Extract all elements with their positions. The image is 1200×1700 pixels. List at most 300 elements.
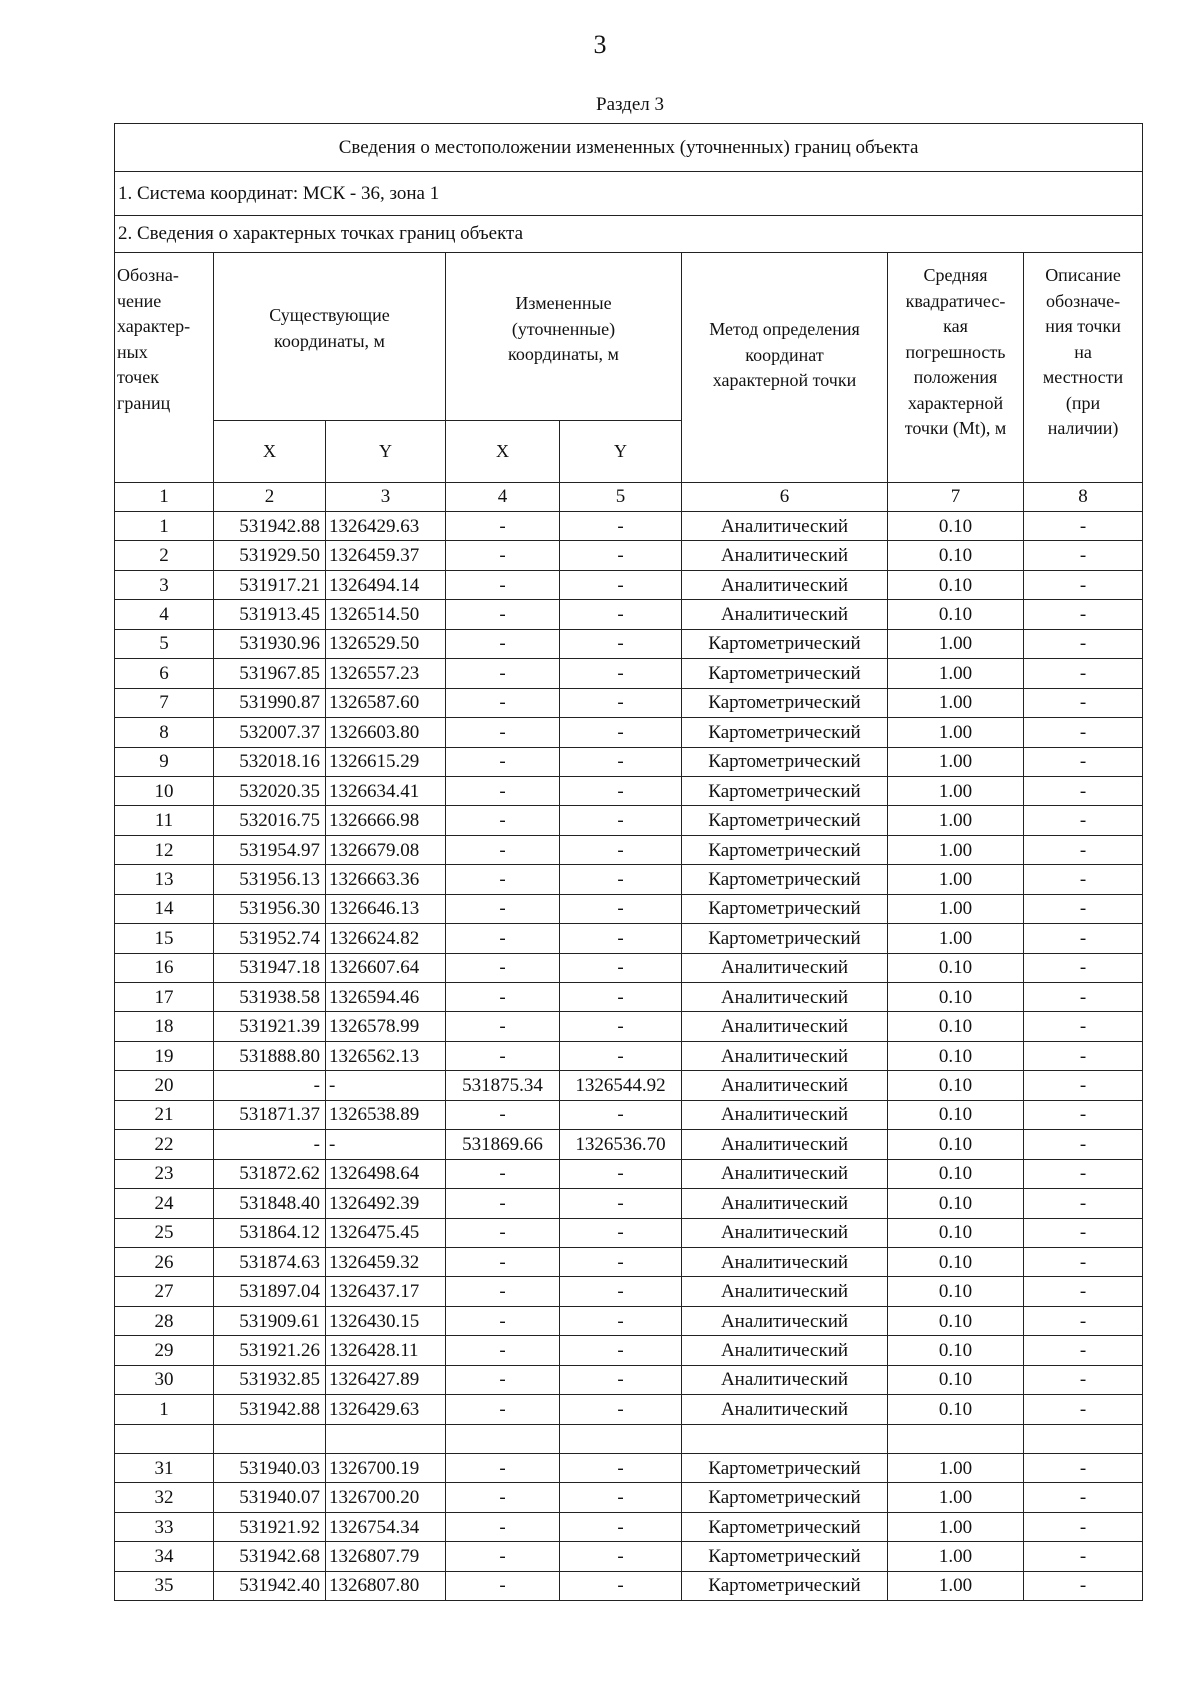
table-row <box>115 806 1143 835</box>
existing-x-cell: 531864.12 <box>214 1218 326 1247</box>
existing-y-cell: 1326754.34 <box>326 1512 446 1541</box>
existing-x-cell: 531930.96 <box>214 629 326 658</box>
changed-x-cell: - <box>446 1159 560 1188</box>
method-cell: Аналитический <box>682 1012 888 1041</box>
table-row <box>115 718 1143 747</box>
changed-y-cell: - <box>560 1247 682 1276</box>
description-cell: - <box>1024 1189 1143 1218</box>
point-id-cell: 8 <box>115 718 214 747</box>
method-cell: Картометрический <box>682 1571 888 1600</box>
existing-x-cell: 532020.35 <box>214 776 326 805</box>
description-cell: - <box>1024 1512 1143 1541</box>
existing-x-cell: 531921.92 <box>214 1512 326 1541</box>
method-cell: Аналитический <box>682 570 888 599</box>
point-id-cell: 20 <box>115 1071 214 1100</box>
existing-y-cell: 1326427.89 <box>326 1365 446 1394</box>
changed-y-cell: - <box>560 1483 682 1512</box>
mean-error-cell: 0.10 <box>888 1130 1024 1159</box>
empty-separator-row <box>115 1424 1143 1453</box>
changed-x-cell: - <box>446 924 560 953</box>
method-cell: Картометрический <box>682 1454 888 1483</box>
point-id-cell: 12 <box>115 835 214 864</box>
changed-y-cell: - <box>560 688 682 717</box>
point-id-cell: 13 <box>115 865 214 894</box>
page-number: 3 <box>593 30 607 59</box>
changed-y-cell: - <box>560 541 682 570</box>
point-id-cell: 31 <box>115 1454 214 1483</box>
mean-error-cell: 0.10 <box>888 1041 1024 1070</box>
existing-x-cell: 531947.18 <box>214 953 326 982</box>
changed-x-cell: - <box>446 806 560 835</box>
changed-x-cell: - <box>446 1542 560 1571</box>
existing-y-cell: 1326663.36 <box>326 865 446 894</box>
existing-y-cell: 1326428.11 <box>326 1336 446 1365</box>
existing-x-cell: 531871.37 <box>214 1100 326 1129</box>
point-id-cell: 25 <box>115 1218 214 1247</box>
description-cell: - <box>1024 1159 1143 1188</box>
point-id-cell: 21 <box>115 1100 214 1129</box>
method-cell: Картометрический <box>682 1542 888 1571</box>
header-description: Описание обозначе- ния точки на местности (при наличии) <box>1024 253 1143 483</box>
changed-y-cell: - <box>560 1218 682 1247</box>
method-cell: Картометрический <box>682 894 888 923</box>
mean-error-cell: 0.10 <box>888 1306 1024 1335</box>
method-cell: Аналитический <box>682 1071 888 1100</box>
table-row <box>115 983 1143 1012</box>
point-id-cell: 30 <box>115 1365 214 1394</box>
table-row <box>115 1100 1143 1129</box>
header-changed-coordinates: Измененные (уточненные) координаты, м <box>446 253 682 421</box>
existing-y-cell: 1326666.98 <box>326 806 446 835</box>
changed-y-cell: - <box>560 1041 682 1070</box>
changed-y-cell: - <box>560 600 682 629</box>
existing-x-cell: 531888.80 <box>214 1041 326 1070</box>
description-cell: - <box>1024 1306 1143 1335</box>
mean-error-cell: 0.10 <box>888 570 1024 599</box>
description-cell: - <box>1024 924 1143 953</box>
mean-error-cell: 0.10 <box>888 512 1024 541</box>
mean-error-cell: 1.00 <box>888 1454 1024 1483</box>
changed-x-cell: - <box>446 1012 560 1041</box>
description-cell: - <box>1024 600 1143 629</box>
description-cell: - <box>1024 1247 1143 1276</box>
point-id-cell: 17 <box>115 983 214 1012</box>
existing-x-cell: 531917.21 <box>214 570 326 599</box>
mean-error-cell: 0.10 <box>888 1159 1024 1188</box>
description-cell: - <box>1024 1071 1143 1100</box>
description-cell: - <box>1024 1454 1143 1483</box>
existing-x-cell: 531874.63 <box>214 1247 326 1276</box>
column-number: 7 <box>888 483 1024 512</box>
description-cell: - <box>1024 953 1143 982</box>
description-cell: - <box>1024 1365 1143 1394</box>
changed-x-cell: - <box>446 776 560 805</box>
point-id-cell: 2 <box>115 541 214 570</box>
changed-y-cell: - <box>560 747 682 776</box>
header-method: Метод определения координат характерной точки <box>682 253 888 483</box>
mean-error-cell: 0.10 <box>888 600 1024 629</box>
mean-error-cell: 0.10 <box>888 1100 1024 1129</box>
column-number: 8 <box>1024 483 1143 512</box>
changed-y-cell: 1326544.92 <box>560 1071 682 1100</box>
existing-y-cell: 1326492.39 <box>326 1189 446 1218</box>
changed-x-cell: - <box>446 688 560 717</box>
point-id-cell: 23 <box>115 1159 214 1188</box>
table-row <box>115 747 1143 776</box>
column-number: 1 <box>115 483 214 512</box>
table-row <box>115 1512 1143 1541</box>
existing-x-cell: 531913.45 <box>214 600 326 629</box>
changed-y-cell: - <box>560 1306 682 1335</box>
mean-error-cell: 1.00 <box>888 718 1024 747</box>
existing-x-cell: - <box>214 1130 326 1159</box>
table-row <box>115 1012 1143 1041</box>
description-cell: - <box>1024 718 1143 747</box>
section-title: Раздел 3 <box>596 94 664 115</box>
changed-y-cell: - <box>560 629 682 658</box>
changed-x-cell: - <box>446 1247 560 1276</box>
existing-x-cell: 531848.40 <box>214 1189 326 1218</box>
point-id-cell: 16 <box>115 953 214 982</box>
existing-x-cell: 532018.16 <box>214 747 326 776</box>
empty-cell <box>326 1424 446 1453</box>
existing-x-cell: 531897.04 <box>214 1277 326 1306</box>
table-row <box>115 924 1143 953</box>
table-row <box>115 865 1143 894</box>
changed-y-cell: - <box>560 1542 682 1571</box>
changed-y-cell: - <box>560 1189 682 1218</box>
method-cell: Картометрический <box>682 747 888 776</box>
method-cell: Картометрический <box>682 659 888 688</box>
table-row <box>115 1336 1143 1365</box>
mean-error-cell: 0.10 <box>888 541 1024 570</box>
table-row <box>115 541 1143 570</box>
existing-x-cell: 531921.39 <box>214 1012 326 1041</box>
description-cell: - <box>1024 776 1143 805</box>
existing-y-cell: 1326498.64 <box>326 1159 446 1188</box>
existing-x-cell: 531938.58 <box>214 983 326 1012</box>
existing-x-cell: 531942.68 <box>214 1542 326 1571</box>
mean-error-cell: 1.00 <box>888 1483 1024 1512</box>
mean-error-cell: 0.10 <box>888 1247 1024 1276</box>
table-row <box>115 1218 1143 1247</box>
empty-cell <box>1024 1424 1143 1453</box>
mean-error-cell: 0.10 <box>888 1277 1024 1306</box>
existing-y-cell: 1326603.80 <box>326 718 446 747</box>
point-id-cell: 22 <box>115 1130 214 1159</box>
boundary-points-table <box>114 123 1143 1601</box>
table-row <box>115 1571 1143 1600</box>
method-cell: Картометрический <box>682 688 888 717</box>
point-id-cell: 34 <box>115 1542 214 1571</box>
method-cell: Аналитический <box>682 953 888 982</box>
description-cell: - <box>1024 1041 1143 1070</box>
point-id-cell: 24 <box>115 1189 214 1218</box>
header-point-designation: Обозна- чение характер- ных точек границ <box>115 253 214 483</box>
point-id-cell: 9 <box>115 747 214 776</box>
method-cell: Картометрический <box>682 835 888 864</box>
changed-y-cell: - <box>560 1454 682 1483</box>
point-id-cell: 10 <box>115 776 214 805</box>
existing-y-cell: 1326459.32 <box>326 1247 446 1276</box>
mean-error-cell: 0.10 <box>888 1012 1024 1041</box>
changed-y-cell: - <box>560 718 682 747</box>
mean-error-cell: 1.00 <box>888 894 1024 923</box>
existing-y-cell: 1326494.14 <box>326 570 446 599</box>
point-id-cell: 19 <box>115 1041 214 1070</box>
mean-error-cell: 1.00 <box>888 924 1024 953</box>
description-cell: - <box>1024 894 1143 923</box>
existing-y-cell: 1326700.20 <box>326 1483 446 1512</box>
empty-cell <box>214 1424 326 1453</box>
table-row <box>115 894 1143 923</box>
header-existing-y: Y <box>326 421 446 483</box>
existing-y-cell: 1326437.17 <box>326 1277 446 1306</box>
method-cell: Аналитический <box>682 1218 888 1247</box>
existing-x-cell: 531952.74 <box>214 924 326 953</box>
column-number: 2 <box>214 483 326 512</box>
existing-x-cell: 531942.88 <box>214 512 326 541</box>
mean-error-cell: 1.00 <box>888 806 1024 835</box>
mean-error-cell: 0.10 <box>888 1395 1024 1424</box>
table-row <box>115 1306 1143 1335</box>
existing-y-cell: - <box>326 1130 446 1159</box>
existing-y-cell: 1326538.89 <box>326 1100 446 1129</box>
description-cell: - <box>1024 983 1143 1012</box>
description-cell: - <box>1024 835 1143 864</box>
point-id-cell: 35 <box>115 1571 214 1600</box>
mean-error-cell: 1.00 <box>888 1542 1024 1571</box>
header-existing-x: X <box>214 421 326 483</box>
point-id-cell: 11 <box>115 806 214 835</box>
method-cell: Аналитический <box>682 600 888 629</box>
changed-x-cell: - <box>446 835 560 864</box>
existing-y-cell: 1326679.08 <box>326 835 446 864</box>
description-cell: - <box>1024 747 1143 776</box>
description-cell: - <box>1024 541 1143 570</box>
table-row <box>115 1159 1143 1188</box>
existing-y-cell: 1326557.23 <box>326 659 446 688</box>
changed-y-cell: - <box>560 1512 682 1541</box>
existing-x-cell: 531954.97 <box>214 835 326 864</box>
changed-y-cell: - <box>560 1012 682 1041</box>
existing-y-cell: 1326429.63 <box>326 1395 446 1424</box>
empty-cell <box>682 1424 888 1453</box>
description-cell: - <box>1024 1218 1143 1247</box>
method-cell: Картометрический <box>682 629 888 658</box>
changed-x-cell: - <box>446 983 560 1012</box>
existing-x-cell: 532007.37 <box>214 718 326 747</box>
mean-error-cell: 0.10 <box>888 1336 1024 1365</box>
table-row <box>115 1395 1143 1424</box>
changed-y-cell: - <box>560 1336 682 1365</box>
changed-y-cell: - <box>560 512 682 541</box>
mean-error-cell: 1.00 <box>888 865 1024 894</box>
mean-error-cell: 0.10 <box>888 983 1024 1012</box>
changed-y-cell: - <box>560 924 682 953</box>
point-id-cell: 6 <box>115 659 214 688</box>
point-id-cell: 15 <box>115 924 214 953</box>
existing-y-cell: 1326807.80 <box>326 1571 446 1600</box>
existing-y-cell: 1326700.19 <box>326 1454 446 1483</box>
changed-y-cell: - <box>560 894 682 923</box>
table-row <box>115 953 1143 982</box>
method-cell: Аналитический <box>682 1159 888 1188</box>
method-cell: Картометрический <box>682 806 888 835</box>
table-row <box>115 512 1143 541</box>
existing-y-cell: 1326475.45 <box>326 1218 446 1247</box>
changed-x-cell: - <box>446 1365 560 1394</box>
description-cell: - <box>1024 1483 1143 1512</box>
method-cell: Аналитический <box>682 1247 888 1276</box>
existing-x-cell: 531909.61 <box>214 1306 326 1335</box>
table-title: Сведения о местоположении измененных (уточненных) границ объекта <box>115 124 1143 172</box>
method-cell: Аналитический <box>682 1395 888 1424</box>
table-row <box>115 1542 1143 1571</box>
description-cell: - <box>1024 1100 1143 1129</box>
column-number: 5 <box>560 483 682 512</box>
changed-y-cell: - <box>560 1159 682 1188</box>
method-cell: Аналитический <box>682 1130 888 1159</box>
mean-error-cell: 1.00 <box>888 747 1024 776</box>
method-cell: Картометрический <box>682 1483 888 1512</box>
changed-y-cell: - <box>560 1571 682 1600</box>
point-id-cell: 14 <box>115 894 214 923</box>
changed-x-cell: - <box>446 1454 560 1483</box>
existing-x-cell: 531929.50 <box>214 541 326 570</box>
table-row <box>115 1189 1143 1218</box>
empty-cell <box>115 1424 214 1453</box>
point-id-cell: 33 <box>115 1512 214 1541</box>
table-row <box>115 1130 1143 1159</box>
method-cell: Аналитический <box>682 1100 888 1129</box>
table-row <box>115 600 1143 629</box>
changed-y-cell: - <box>560 835 682 864</box>
description-cell: - <box>1024 1571 1143 1600</box>
changed-x-cell: - <box>446 1100 560 1129</box>
existing-y-cell: 1326615.29 <box>326 747 446 776</box>
points-section-title: 2. Сведения о характерных точках границ объекта <box>115 216 1143 253</box>
existing-y-cell: 1326562.13 <box>326 1041 446 1070</box>
point-id-cell: 3 <box>115 570 214 599</box>
changed-x-cell: - <box>446 953 560 982</box>
method-cell: Аналитический <box>682 983 888 1012</box>
existing-x-cell: 531940.07 <box>214 1483 326 1512</box>
point-id-cell: 28 <box>115 1306 214 1335</box>
changed-y-cell: - <box>560 570 682 599</box>
changed-x-cell: - <box>446 1483 560 1512</box>
mean-error-cell: 1.00 <box>888 629 1024 658</box>
point-id-cell: 26 <box>115 1247 214 1276</box>
changed-x-cell: - <box>446 894 560 923</box>
description-cell: - <box>1024 1542 1143 1571</box>
changed-y-cell: - <box>560 776 682 805</box>
table-row <box>115 1071 1143 1100</box>
changed-x-cell: - <box>446 629 560 658</box>
mean-error-cell: 1.00 <box>888 776 1024 805</box>
changed-x-cell: - <box>446 1395 560 1424</box>
point-id-cell: 7 <box>115 688 214 717</box>
existing-y-cell: 1326578.99 <box>326 1012 446 1041</box>
changed-x-cell: - <box>446 1306 560 1335</box>
changed-x-cell: - <box>446 1218 560 1247</box>
header-changed-x: X <box>446 421 560 483</box>
existing-y-cell: 1326430.15 <box>326 1306 446 1335</box>
column-numbers-row <box>115 483 1143 512</box>
changed-y-cell: - <box>560 865 682 894</box>
table-row <box>115 570 1143 599</box>
method-cell: Аналитический <box>682 1189 888 1218</box>
existing-y-cell: 1326607.64 <box>326 953 446 982</box>
existing-x-cell: 531967.85 <box>214 659 326 688</box>
description-cell: - <box>1024 806 1143 835</box>
table-row <box>115 1041 1143 1070</box>
point-id-cell: 4 <box>115 600 214 629</box>
description-cell: - <box>1024 1277 1143 1306</box>
changed-y-cell: - <box>560 983 682 1012</box>
method-cell: Аналитический <box>682 1277 888 1306</box>
changed-x-cell: - <box>446 1512 560 1541</box>
changed-x-cell: - <box>446 541 560 570</box>
method-cell: Картометрический <box>682 865 888 894</box>
mean-error-cell: 0.10 <box>888 1365 1024 1394</box>
changed-y-cell: 1326536.70 <box>560 1130 682 1159</box>
description-cell: - <box>1024 1130 1143 1159</box>
existing-y-cell: 1326807.79 <box>326 1542 446 1571</box>
existing-y-cell: 1326634.41 <box>326 776 446 805</box>
existing-x-cell: - <box>214 1071 326 1100</box>
changed-x-cell: - <box>446 1336 560 1365</box>
description-cell: - <box>1024 688 1143 717</box>
column-number: 4 <box>446 483 560 512</box>
changed-y-cell: - <box>560 1277 682 1306</box>
method-cell: Аналитический <box>682 1365 888 1394</box>
column-number: 3 <box>326 483 446 512</box>
changed-x-cell: 531869.66 <box>446 1130 560 1159</box>
existing-y-cell: 1326529.50 <box>326 629 446 658</box>
changed-x-cell: - <box>446 865 560 894</box>
changed-y-cell: - <box>560 953 682 982</box>
changed-x-cell: - <box>446 1277 560 1306</box>
method-cell: Картометрический <box>682 1512 888 1541</box>
changed-y-cell: - <box>560 1395 682 1424</box>
changed-y-cell: - <box>560 659 682 688</box>
changed-x-cell: 531875.34 <box>446 1071 560 1100</box>
changed-x-cell: - <box>446 570 560 599</box>
changed-y-cell: - <box>560 806 682 835</box>
method-cell: Картометрический <box>682 776 888 805</box>
existing-x-cell: 532016.75 <box>214 806 326 835</box>
mean-error-cell: 1.00 <box>888 1512 1024 1541</box>
mean-error-cell: 0.10 <box>888 953 1024 982</box>
existing-y-cell: - <box>326 1071 446 1100</box>
header-changed-y: Y <box>560 421 682 483</box>
changed-x-cell: - <box>446 1189 560 1218</box>
point-id-cell: 27 <box>115 1277 214 1306</box>
changed-x-cell: - <box>446 747 560 776</box>
existing-y-cell: 1326459.37 <box>326 541 446 570</box>
existing-x-cell: 531956.30 <box>214 894 326 923</box>
column-number: 6 <box>682 483 888 512</box>
existing-x-cell: 531940.03 <box>214 1454 326 1483</box>
table-row <box>115 1247 1143 1276</box>
mean-error-cell: 1.00 <box>888 659 1024 688</box>
table-row <box>115 629 1143 658</box>
existing-x-cell: 531942.88 <box>214 1395 326 1424</box>
description-cell: - <box>1024 1336 1143 1365</box>
mean-error-cell: 0.10 <box>888 1218 1024 1247</box>
changed-x-cell: - <box>446 600 560 629</box>
